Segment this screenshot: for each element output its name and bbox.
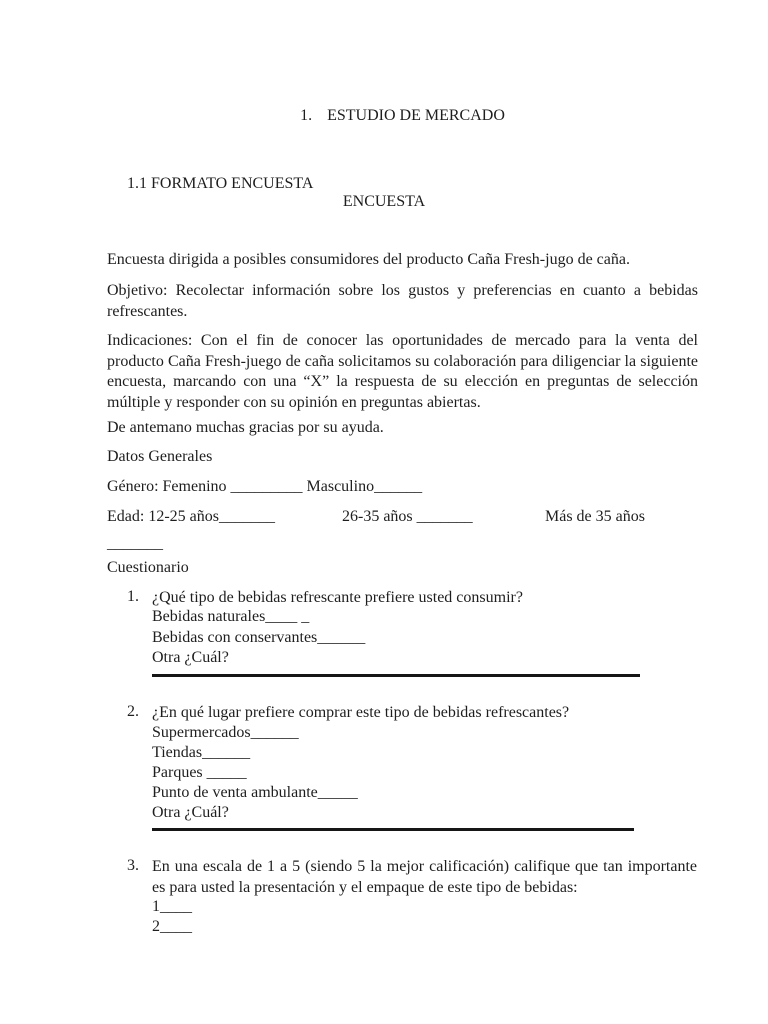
question-2-answer-line [152, 828, 634, 831]
edad-range-2: 26-35 años _______ [342, 508, 473, 525]
question-1-answer-line [152, 674, 640, 677]
indicaciones-paragraph: Indicaciones: Con el fin de conocer las oportunidades de mercado para la venta del producto Caña Fresh-juego de caña solicitamos su colaboración para diligenciar la siguiente encuesta, marcando con una “X” la respuesta de su elección en preguntas de selección múltiple y responder con su opinión en preguntas abiertas. [107, 332, 698, 411]
intro-paragraph: Encuesta dirigida a posibles consumidores del producto Caña Fresh-jugo de caña. [107, 251, 630, 268]
cuestionario-label: Cuestionario [107, 559, 189, 576]
section-heading: 1.1 FORMATO ENCUESTA [127, 175, 314, 192]
question-3-option-2: 2____ [152, 918, 192, 935]
datos-generales-label: Datos Generales [107, 448, 213, 465]
question-2-option-1: Supermercados______ [152, 724, 299, 741]
edad-range-3-blank: _______ [107, 535, 163, 552]
objetivo-paragraph: Objetivo: Recolectar información sobre los gustos y preferencias en cuanto a bebidas refrescantes. [107, 282, 698, 320]
main-heading [107, 107, 698, 125]
heading-title: ESTUDIO DE MERCADO [327, 107, 505, 124]
subheading: ENCUESTA [342, 193, 426, 210]
question-1-option-3: Otra ¿Cuál? [152, 649, 229, 666]
question-2-option-3: Parques _____ [152, 764, 247, 781]
question-1-option-2: Bebidas con conservantes______ [152, 629, 366, 646]
question-2-text: ¿En qué lugar prefiere comprar este tipo de bebidas refrescantes? [152, 704, 570, 721]
question-2-number: 2. [127, 703, 139, 720]
question-3-text: En una escala de 1 a 5 (siendo 5 la mejor calificación) califique que tan importante es para usted la presentación y el empaque de este tipo de bebidas: [152, 858, 697, 896]
question-1-option-1: Bebidas naturales____ _ [152, 608, 310, 625]
question-2-option-2: Tiendas______ [152, 744, 251, 761]
question-3-number: 3. [127, 857, 139, 874]
heading-number: 1. [300, 107, 313, 124]
question-2-option-4: Punto de venta ambulante_____ [152, 784, 358, 801]
question-3-option-1: 1____ [152, 898, 192, 915]
edad-range-3: Más de 35 años [545, 508, 645, 525]
edad-range-1: Edad: 12-25 años_______ [107, 508, 275, 525]
question-2-option-5: Otra ¿Cuál? [152, 804, 229, 821]
gracias-paragraph: De antemano muchas gracias por su ayuda. [107, 419, 384, 436]
question-1-number: 1. [127, 588, 139, 605]
question-1-text: ¿Qué tipo de bebidas refrescante prefiere usted consumir? [152, 589, 523, 606]
genero-line: Género: Femenino _________ Masculino______ [107, 478, 423, 495]
